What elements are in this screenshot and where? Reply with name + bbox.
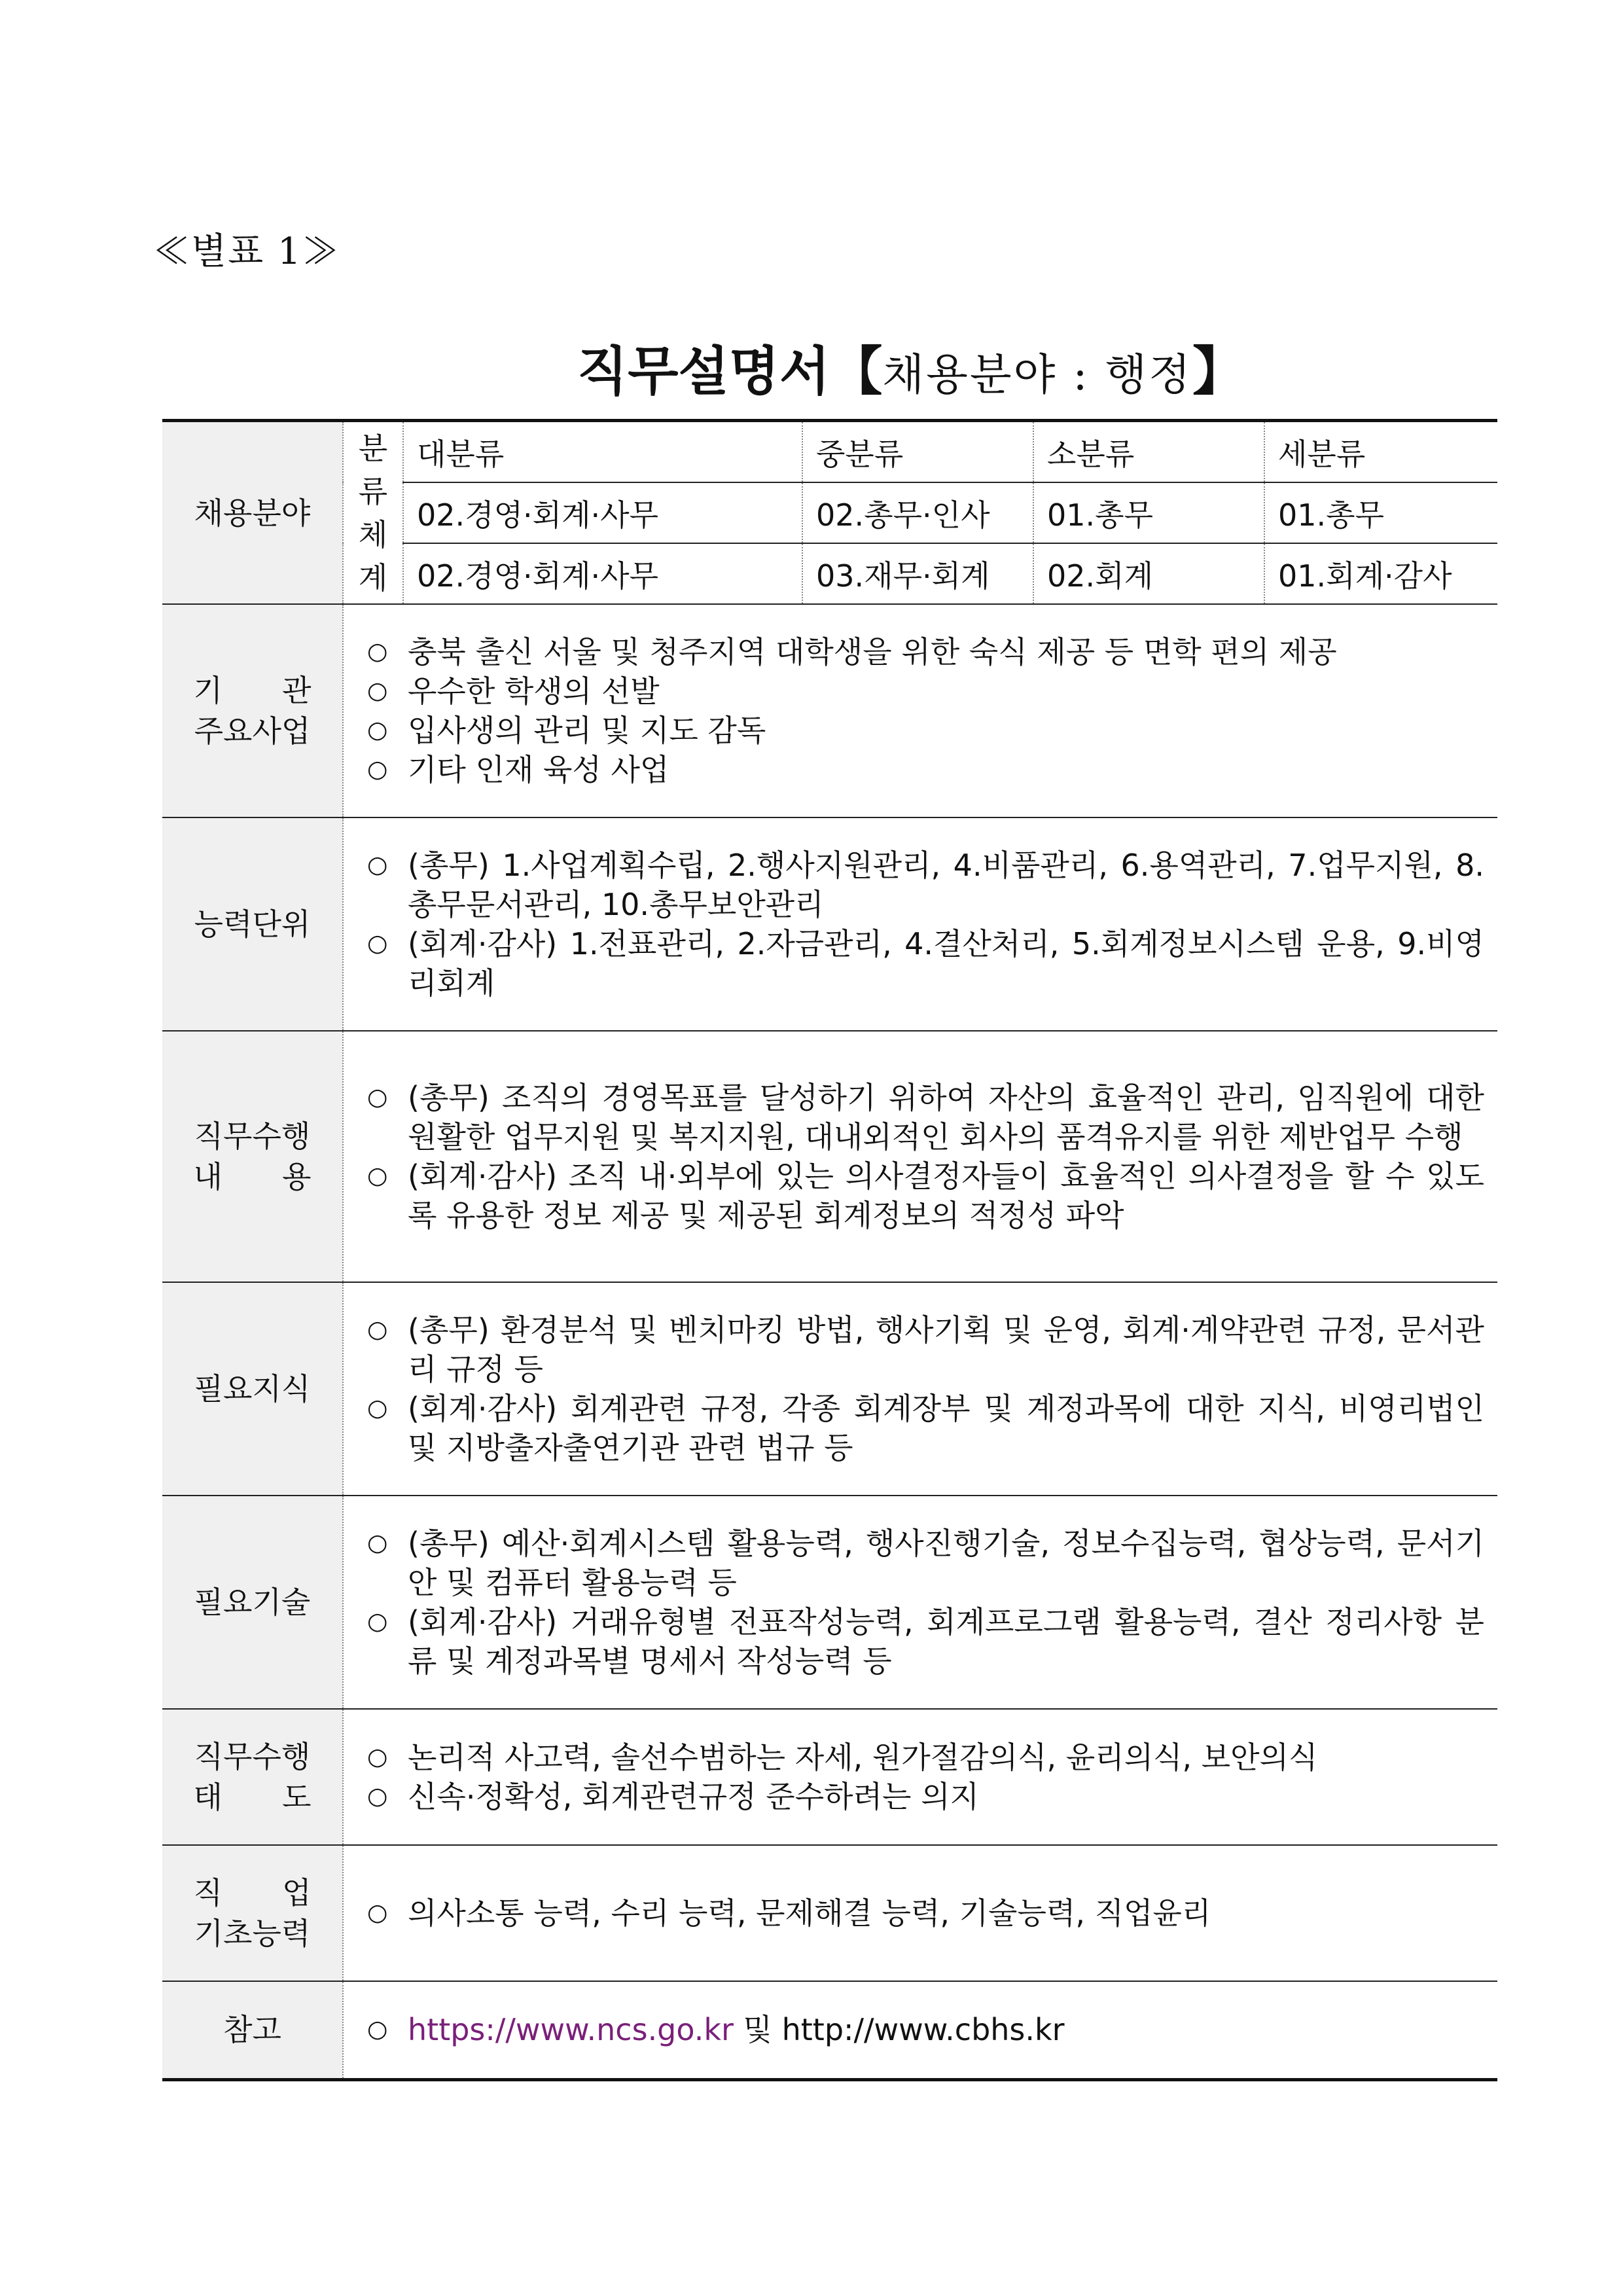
section-content	[343, 1981, 1497, 2079]
list-item: ○ 입사생의 관리 및 지도 감독	[367, 711, 1484, 750]
job-description-table	[162, 419, 1497, 2081]
list-item: ○ (회계·감사) 조직 내·외부에 있는 의사결정자들이 효율적인 의사결정을 할 수 있도록 유용한 정보 제공 및 제공된 회계정보의 적정성 파악	[367, 1157, 1484, 1235]
item-list	[367, 1078, 1484, 1235]
list-item: ○ 우수한 학생의 선발	[367, 672, 1484, 711]
label-line-spread	[194, 1873, 312, 1913]
page-title	[162, 339, 1623, 408]
label-char: 관	[282, 673, 312, 708]
classification-cell: 02.회계	[1033, 543, 1264, 604]
section-row-competency-units	[162, 817, 1497, 1031]
list-item: ○ (총무) 예산·회계시스템 활용능력, 행사진행기술, 정보수집능력, 협상능력, 문서기안 및 컴퓨터 활용능력 등	[367, 1524, 1484, 1602]
label-line: 직무수행	[194, 1119, 311, 1154]
label-char: 내	[193, 1159, 223, 1194]
section-content	[343, 817, 1497, 1031]
section-content	[343, 604, 1497, 817]
list-item: ○ (총무) 1.사업계획수립, 2.행사지원관리, 4.비품관리, 6.용역관리, 7.업무지원, 8.총무문서관리, 10.총무보안관리	[367, 846, 1484, 924]
list-item: ○ (총무) 환경분석 및 벤치마킹 방법, 행사기획 및 운영, 회계·계약관련 규정, 문서관리 규정 등	[367, 1310, 1484, 1389]
section-label	[162, 1709, 343, 1845]
title-bracket-close: 】	[1192, 341, 1245, 402]
header-minor: 소분류	[1033, 421, 1264, 483]
label-line-spread	[194, 1777, 312, 1818]
section-label	[162, 817, 343, 1031]
label-char: 태	[193, 1780, 223, 1815]
classification-cell: 02.경영·회계·사무	[403, 482, 802, 543]
classification-system-char: 체	[358, 516, 388, 552]
reference-item	[367, 2010, 1484, 2049]
label-line: 직무수행	[194, 1739, 311, 1774]
item-list	[367, 1524, 1484, 1681]
section-row-reference	[162, 1981, 1497, 2079]
title-subtitle: 채용분야 : 행정	[882, 350, 1193, 400]
section-content	[343, 1709, 1497, 1845]
section-row-institution-business	[162, 604, 1497, 817]
classification-system-char: 분	[358, 430, 388, 466]
label-char: 도	[282, 1780, 312, 1815]
list-item: ○ 의사소통 능력, 수리 능력, 문제해결 능력, 기술능력, 직업윤리	[367, 1893, 1484, 1933]
classification-cell: 02.경영·회계·사무	[403, 543, 802, 604]
label-line: 능력단위	[194, 906, 311, 942]
label-line: 필요기술	[194, 1585, 311, 1620]
item-list	[367, 632, 1484, 789]
label-line: 필요지식	[194, 1371, 311, 1407]
list-item: ○ (회계·감사) 거래유형별 전표작성능력, 회계프로그램 활용능력, 결산 정리사항 분류 및 계정과목별 명세서 작성능력 등	[367, 1602, 1484, 1681]
reference-label: 참고	[162, 1981, 343, 2079]
reference-conjunction: 및	[733, 2012, 782, 2048]
item-list	[367, 846, 1484, 1003]
label-line: 기초능력	[194, 1916, 311, 1951]
item-list	[367, 2010, 1484, 2049]
list-item: ○ 신속·정확성, 회계관련규정 준수하려는 의지	[367, 1777, 1484, 1816]
title-main: 직무설명서	[577, 341, 830, 402]
item-list	[367, 1738, 1484, 1816]
header-middle: 중분류	[802, 421, 1033, 483]
header-major: 대분류	[403, 421, 802, 483]
section-row-job-content	[162, 1031, 1497, 1282]
classification-system-label-text	[344, 427, 402, 600]
classification-row-label: 채용분야	[162, 421, 343, 605]
label-line-spread	[194, 1157, 312, 1197]
label-char: 업	[282, 1875, 312, 1910]
classification-cell: 01.총무	[1264, 482, 1497, 543]
section-row-required-knowledge	[162, 1282, 1497, 1496]
classification-system-label	[343, 421, 403, 605]
item-list	[367, 1893, 1484, 1933]
label-char: 용	[282, 1159, 312, 1194]
section-label	[162, 1845, 343, 1981]
label-line-spread	[194, 670, 312, 711]
cbhs-link[interactable]: http://www.cbhs.kr	[781, 2012, 1065, 2048]
list-item: ○ (회계·감사) 회계관련 규정, 각종 회계장부 및 계정과목에 대한 지식, 비영리법인 및 지방출자출연기관 관련 법규 등	[367, 1389, 1484, 1467]
classification-cell: 01.회계·감사	[1264, 543, 1497, 604]
annex-label: ≪별표 1≫	[153, 230, 340, 273]
label-char: 기	[193, 673, 223, 708]
list-item: ○ (회계·감사) 1.전표관리, 2.자금관리, 4.결산처리, 5.회계정보시스템 운용, 9.비영리회계	[367, 924, 1484, 1003]
section-label	[162, 604, 343, 817]
classification-system-char: 류	[358, 473, 388, 509]
ncs-link[interactable]: https://www.ncs.go.kr	[408, 2012, 734, 2048]
section-row-basic-competency	[162, 1845, 1497, 1981]
section-label	[162, 1031, 343, 1282]
classification-system-char: 계	[358, 560, 388, 596]
list-item: ○ 기타 인재 육성 사업	[367, 750, 1484, 789]
list-item: ○ (총무) 조직의 경영목표를 달성하기 위하여 자산의 효율적인 관리, 임직원에 대한 원활한 업무지원 및 복지지원, 대내외적인 회사의 품격유지를 위한 제반업무 수행	[367, 1078, 1484, 1157]
section-label	[162, 1282, 343, 1496]
list-item: ○ 논리적 사고력, 솔선수범하는 자세, 원가절감의식, 윤리의식, 보안의식	[367, 1738, 1484, 1777]
section-row-job-attitude	[162, 1709, 1497, 1845]
label-char: 직	[193, 1875, 223, 1910]
header-detail: 세분류	[1264, 421, 1497, 483]
classification-cell: 01.총무	[1033, 482, 1264, 543]
classification-cell: 03.재무·회계	[802, 543, 1033, 604]
section-content	[343, 1496, 1497, 1709]
item-list	[367, 1310, 1484, 1467]
label-line: 주요사업	[194, 713, 311, 749]
section-content	[343, 1031, 1497, 1282]
classification-header-row	[162, 421, 1497, 483]
title-bracket-open: 【	[830, 341, 883, 402]
section-content	[343, 1282, 1497, 1496]
section-row-required-skills	[162, 1496, 1497, 1709]
section-label	[162, 1496, 343, 1709]
classification-cell: 02.총무·인사	[802, 482, 1033, 543]
list-item: ○ 충북 출신 서울 및 청주지역 대학생을 위한 숙식 제공 등 면학 편의 제공	[367, 632, 1484, 672]
section-content	[343, 1845, 1497, 1981]
